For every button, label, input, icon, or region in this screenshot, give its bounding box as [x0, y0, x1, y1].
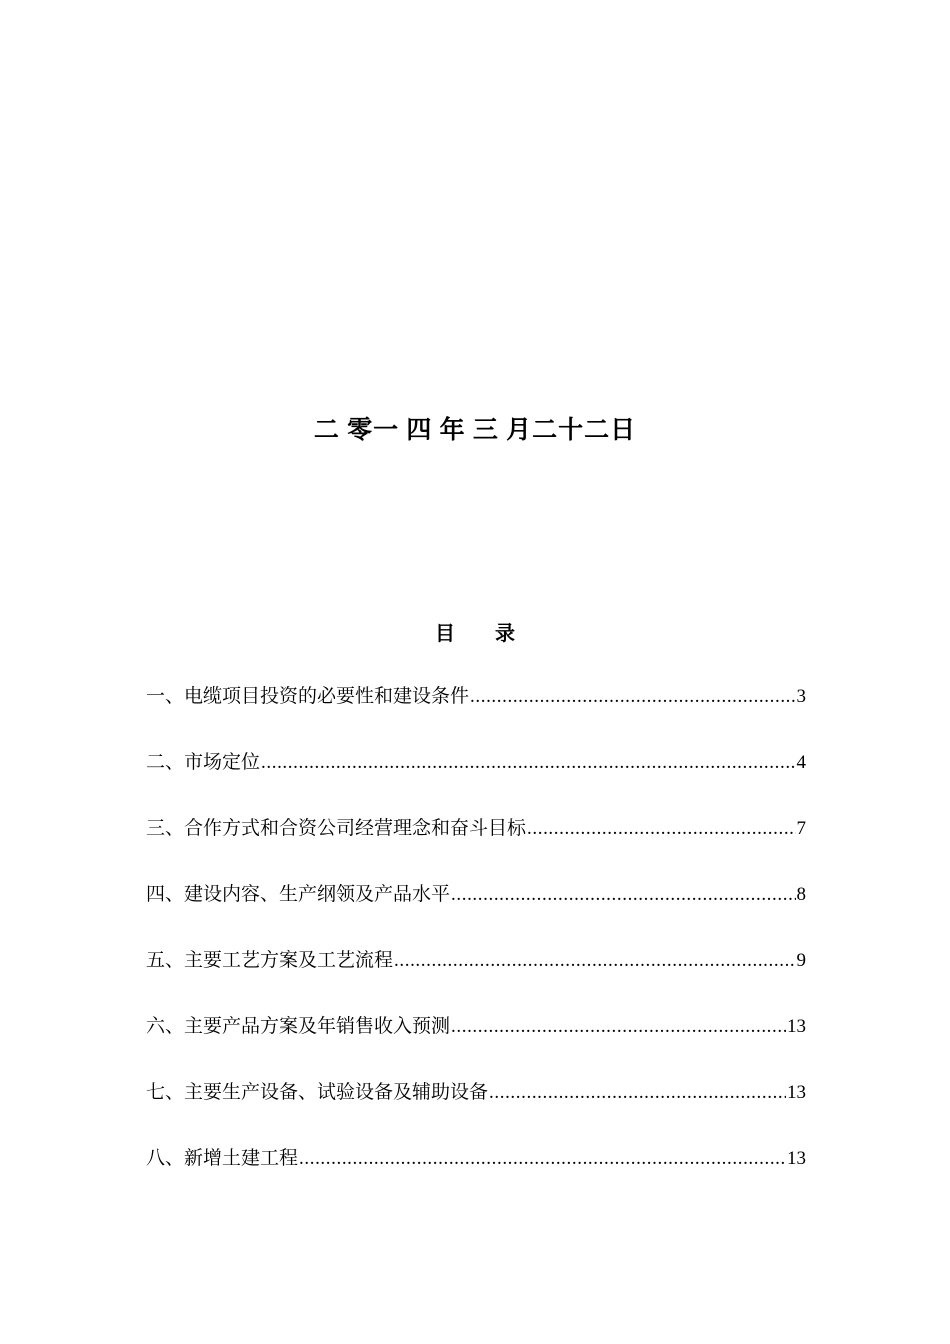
toc-entry[interactable]	[146, 944, 806, 1010]
cover-date: 二 零一 四 年 三 月二十二日	[313, 417, 637, 444]
toc-dot-leader	[451, 1010, 786, 1044]
toc-entry-text: 五、主要工艺方案及工艺流程	[146, 950, 394, 971]
toc-entry-text: 四、建设内容、生产纲领及产品水平	[146, 884, 451, 905]
toc-dot-leader	[299, 1142, 786, 1176]
toc-entry[interactable]	[146, 746, 806, 812]
toc-entry[interactable]	[146, 1142, 806, 1208]
toc-page-number: 4	[796, 752, 806, 773]
toc-page-number: 3	[796, 686, 806, 707]
toc-page-number: 13	[787, 1082, 806, 1103]
toc-entry-text: 八、新增土建工程	[146, 1148, 299, 1169]
toc-entry[interactable]	[146, 1076, 806, 1142]
toc-entry-text: 三、合作方式和合资公司经营理念和奋斗目标	[146, 818, 527, 839]
toc-entry[interactable]	[146, 812, 806, 878]
toc-dot-leader	[470, 680, 795, 714]
toc-dot-leader	[527, 812, 795, 846]
toc-dot-leader	[489, 1076, 786, 1110]
toc-page-number: 9	[796, 950, 806, 971]
toc-dot-leader	[261, 746, 795, 780]
toc-entry[interactable]	[146, 680, 806, 746]
toc-entry-text: 二、市场定位	[146, 752, 261, 773]
toc-entry[interactable]	[146, 1010, 806, 1076]
toc-dot-leader	[451, 878, 795, 912]
toc-title: 目 录	[435, 623, 515, 645]
toc-page-number: 13	[787, 1148, 806, 1169]
toc-entry-text: 六、主要产品方案及年销售收入预测	[146, 1016, 451, 1037]
toc-entry-text: 七、主要生产设备、试验设备及辅助设备	[146, 1082, 489, 1103]
toc-page-number: 7	[796, 818, 806, 839]
toc-page-number: 8	[796, 884, 806, 905]
toc-entry[interactable]	[146, 878, 806, 944]
toc-page-number: 13	[787, 1016, 806, 1037]
toc-entry-text: 一、电缆项目投资的必要性和建设条件	[146, 686, 470, 707]
table-of-contents	[146, 680, 806, 1208]
toc-dot-leader	[394, 944, 795, 978]
